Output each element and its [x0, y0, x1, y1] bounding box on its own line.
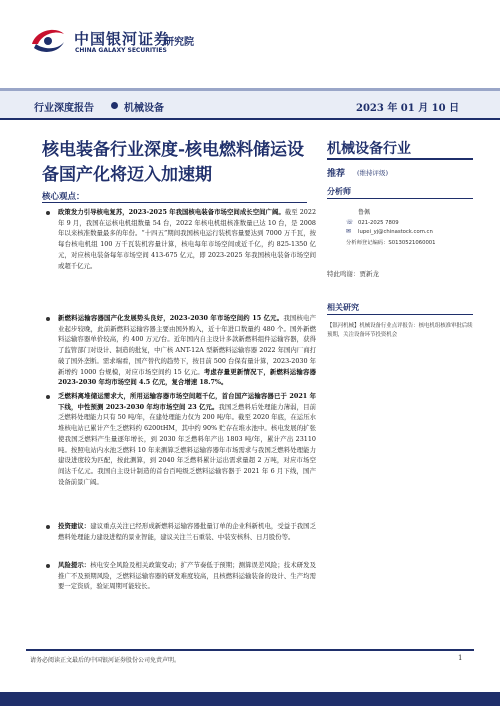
bullet-icon	[46, 317, 50, 321]
core-point-1	[58, 207, 316, 271]
report-date: 2023 年 01 月 10 日	[356, 103, 460, 114]
page-number: 1	[458, 654, 463, 662]
footer-disclaimer: 请务必阅读正文最后的中国银河证券股份公司免责声明。	[30, 657, 181, 664]
rating-label: 推荐	[327, 169, 346, 179]
report-banner	[0, 88, 500, 120]
analyst-name: 鲁佩	[358, 209, 371, 216]
core-point-5-lead: 风险提示：	[58, 561, 91, 569]
core-point-1-body: 截至 2022 年 9 月，我国在运核电机组数量 54 台，2022 年核电机组核准数量已达 10 台，是 2008 年以来核准数量最多的年份。“十四五”期间我国核电运行装机容量要达到 7000 万千瓦，按每台核电机组 100 万千瓦装机容量计算，核电每年市场空间或近千亿，约 825-1350 亿元，对应核电装备每年市场空间 413-675 亿元，即 2023-2025 年我国核电装备市场空间或超千亿元。	[58, 208, 317, 270]
brand-institute: 研究院	[164, 37, 194, 48]
core-point-4-body: 建议重点关注已经形成新燃料运输容器批量订单的企业科新机电，受益于我国乏燃料处理能力建设进程的景业智能，建议关注兰石重装、中装安核科、日月股份等。	[58, 522, 317, 541]
related-research-heading: 相关研究	[327, 302, 359, 312]
bullet-icon	[46, 564, 50, 568]
brand-name: 中国银河证券	[74, 30, 171, 48]
analyst-heading: 分析师	[327, 186, 351, 196]
analyst-email[interactable]: lupei_yj@chinastock.com.cn	[358, 229, 433, 235]
bullet-icon	[46, 525, 50, 529]
analyst-license: 分析师登记编码：S0130521060001	[346, 240, 436, 246]
rating-note: (维持评级)	[357, 169, 389, 177]
section-divider	[327, 314, 473, 315]
page-header	[0, 0, 500, 70]
analyst-phone: 021-2025 7809	[358, 220, 399, 226]
industry-label: 机械设备	[124, 103, 164, 114]
section-divider	[327, 198, 473, 199]
bullet-icon	[46, 395, 50, 399]
related-research-item[interactable]: 【银河机械】机械设备行业点评报告：核电机组核准审批后续预期，关注设备环节投资机会	[327, 323, 473, 338]
section-divider	[42, 202, 307, 203]
core-point-2-tail: 考虑存量更新情况下，新燃料运输容器 2023-2030 年均市场空间 4.5 亿元，复合增速 18.7%。	[58, 367, 316, 387]
core-point-1-lead: 政策发力引导核电复苏，2023-2025 年我国核电装备市场空间成长空间广阔。	[58, 208, 285, 216]
section-divider	[327, 158, 473, 160]
report-type: 行业深度报告	[34, 103, 94, 114]
core-point-2-body: 我国核电产业起步较晚，此前新燃料运输容器主要由国外购入，近十年进口数量约 480 个。国外新燃料运输容器单价较高，约 400 万元/台。近年国内自主设计多款新燃料组件运输容器，获得了监管部门对设计、制造的批复，中广核 ANT-12A 型新燃料运输容器 2022 年国内厂商打破了国外垄断。需求端看，国产替代的趋势下，按目前 500 台保有量计算，2023-2030 年新增约 1000 台规模，对应市场空间约 15 亿元。	[58, 314, 317, 376]
report-title-line-2: 备国产化将迈入加速期	[42, 165, 212, 185]
core-point-3	[58, 391, 316, 487]
bullet-icon	[46, 211, 50, 215]
core-point-5-body: 核电安全风险及相关政策变动；扩产节奏低于预期；测算误差风险；技术研发及推广不及预期风险，乏燃料运输容器的研发难度较高，且核燃料运输装备的设计、生产均需要一定资质，验证周期可能较长。	[58, 561, 317, 591]
core-point-4	[58, 521, 316, 542]
core-point-2	[58, 313, 316, 388]
core-point-3-body: 我国乏燃料后处理能力薄弱，目前乏燃料处理能力只有 50 吨/年，在建处理能力仅为 200 吨/年。截至 2020 年底，在运压水堆核电站已累计产生乏燃料约 6200tHM，其中约 90% 贮存在堆水池中。核电发展的扩张使我国乏燃料产生量逐年增长，到 2030 年乏燃料年产出 1803 吨/年，累计产出 23110 吨。按照电站内水池乏燃料 10 年来测算乏燃料运输容器年市场需求与我国乏燃料处理能力建设进度较为匹配，按此测算，到 2040 年乏燃料累计运出需求量超 2 万吨，对应市场空间达千亿元。我国自主设计制造的首台百吨级乏燃料运输容器于 2021 年 6 月下线，国产设备前景广阔。	[58, 402, 316, 486]
footer-divider	[26, 649, 474, 651]
special-thanks: 特此鸣谢：贾新龙	[327, 270, 379, 278]
brand-name-en: CHINA GALAXY SECURITIES	[75, 47, 167, 54]
core-point-5	[58, 560, 316, 592]
phone-icon: ☏	[346, 219, 354, 226]
core-viewpoints-heading: 核心观点：	[42, 192, 85, 202]
bullet-dot-icon	[111, 102, 118, 109]
galaxy-logo-icon	[28, 24, 68, 58]
sector-title: 机械设备行业	[327, 141, 411, 157]
report-title-line-1: 核电装备行业深度-核电燃料储运设	[42, 140, 305, 160]
email-icon: ✉	[346, 228, 352, 235]
bottom-band	[0, 692, 500, 706]
core-point-4-lead: 投资建议：	[58, 522, 91, 530]
core-point-2-lead: 新燃料运输容器国产化发展势头良好，2023-2030 年市场空间约 15 亿元。	[58, 314, 284, 322]
core-point-3-lead: 乏燃料离堆储运需求大，所用运输容器市场空间超千亿，首台国产运输容器已于 2021 年下线，中性预测 2023-2030 年均市场空间 23 亿元。	[58, 392, 316, 411]
